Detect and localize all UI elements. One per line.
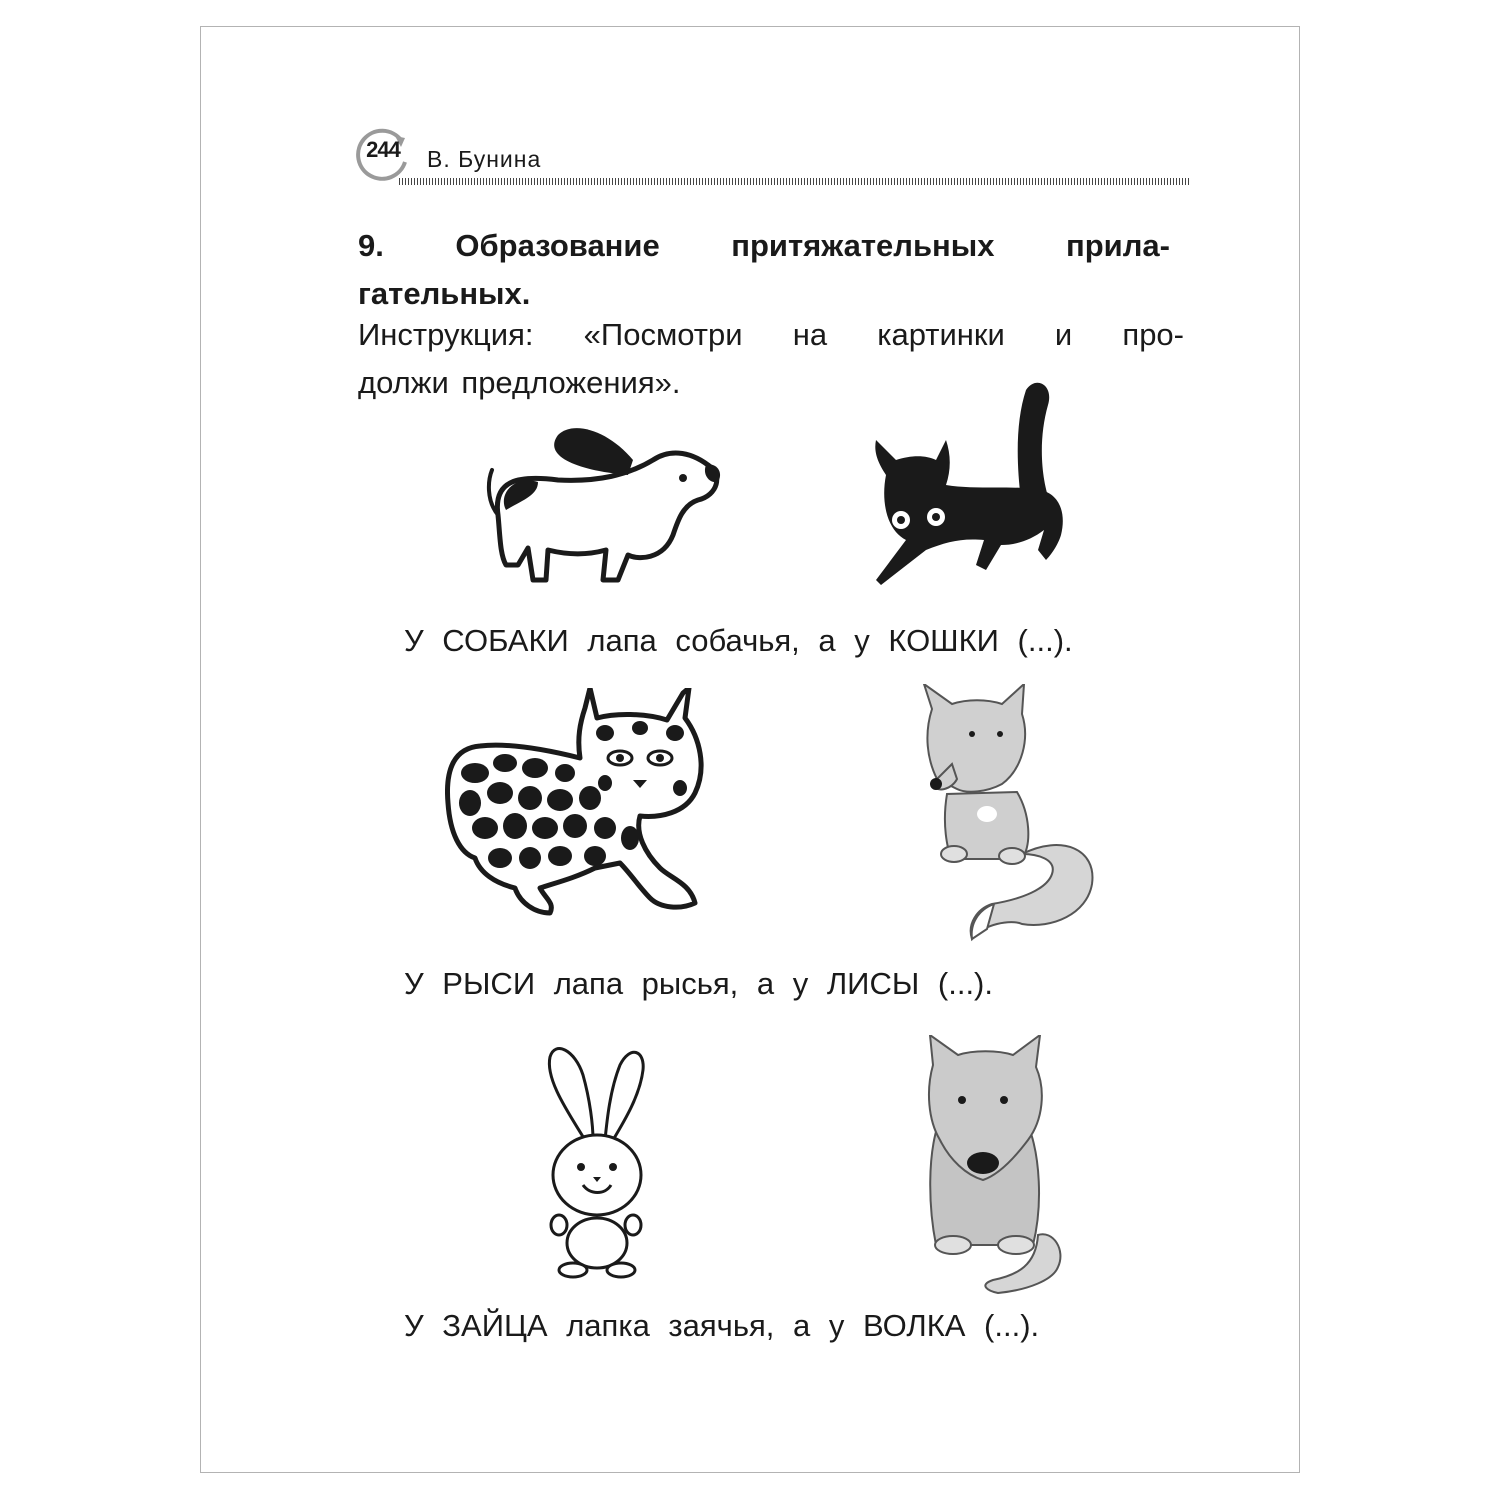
page-number-badge [355,126,411,182]
page-header [355,120,1190,190]
author-name: В. Бунина [427,146,542,172]
instruction-line-2: должи предложения». [358,365,681,400]
lynx-illustration [445,688,720,923]
cat-illustration [866,380,1076,595]
sentence-hare-wolf: У ЗАЙЦА лапка заячья, а у ВОЛКА (...). [404,1308,1040,1343]
hare-illustration [545,1045,650,1280]
fox-illustration [912,684,1097,944]
sentence-dog-cat: У СОБАКИ лапа собачья, а у КОШКИ (...). [404,623,1073,658]
sentence-lynx-fox: У РЫСИ лапа рысья, а у ЛИСЫ (...). [404,966,993,1001]
dog-illustration [478,420,728,595]
instruction-line-1: Инструкция: «Посмотри на картинки и про- [358,317,1184,352]
exercise-title-line-1: 9. Образование притяжательных прила- [358,228,1170,263]
exercise-title-line-2: гательных. [358,276,531,311]
header-dotted-rule [399,178,1190,185]
page-number: 244 [366,137,400,162]
wolf-illustration [918,1035,1068,1295]
